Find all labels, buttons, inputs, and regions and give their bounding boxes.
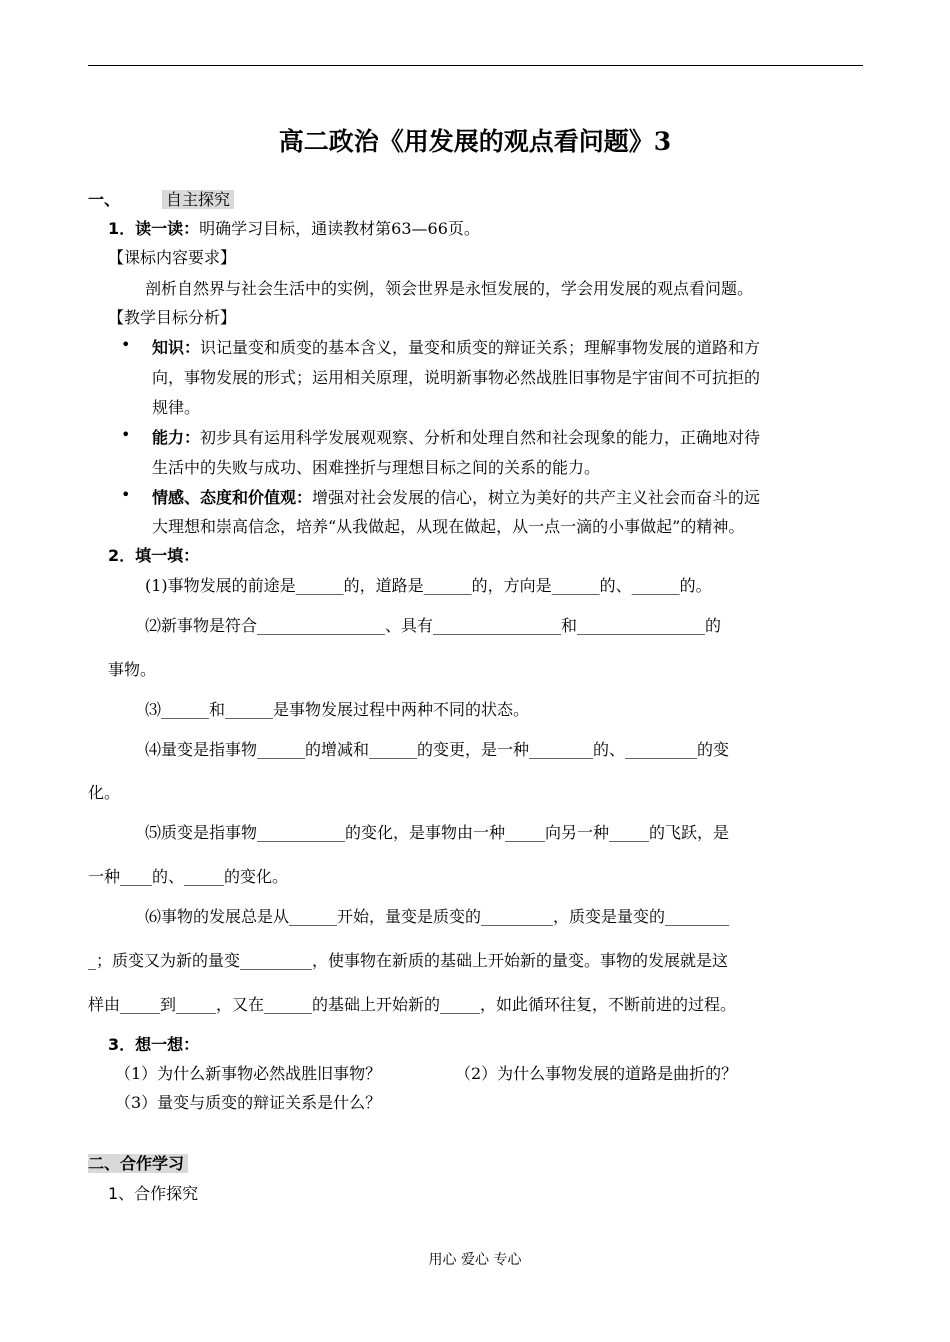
section1-label: 自主探究 [162,190,234,209]
bullet-icon: • [121,425,131,444]
fill-q5-line2: 一种____的、_____的变化。 [88,867,289,886]
fill-q6-line2: _；质变又为新的量变_________，使事物在新质的基础上开始新的量变。事物的发展就是这 [88,951,729,970]
fill-num: 2． [108,546,136,565]
fill-label: 填一填： [135,546,200,565]
bullet-icon: • [121,335,131,354]
goal-knowledge-line1 [152,335,760,358]
fill-heading [108,543,199,566]
goal-attitude-line1 [152,485,760,508]
goal-knowledge-line3: 规律。 [152,398,201,417]
think-heading [108,1032,199,1055]
think-num: 3． [108,1035,136,1054]
fill-q1: (1)事物发展的前途是______的，道路是______的，方向是______的、______的。 [145,576,712,595]
fill-q2-line1: ⑵新事物是符合________________、具有________________和________________的 [145,616,722,635]
read-text: 明确学习目标，通读教材第63—66页。 [199,219,480,238]
read-num: 1． [108,219,136,238]
page-footer: 用心 爱心 专心 [428,1252,522,1268]
fill-q4-line1: ⑷量变是指事物______的增减和______的变更，是一种________的、_________的变 [145,740,730,759]
think-q3: （3）量变与质变的辩证关系是什么？ [115,1093,382,1112]
goal-label: 知识： [152,338,201,357]
header-rule [88,65,863,66]
goal-text: 初步具有运用科学发展观观察、分析和处理自然和社会现象的能力，正确地对待 [200,428,761,447]
goal-ability-line1 [152,425,760,448]
standards-text: 剖析自然界与社会生活中的实例，领会世界是永恒发展的，学会用发展的观点看问题。 [145,279,754,298]
page-title: 高二政治《用发展的观点看问题》3 [278,127,672,156]
think-q2: （2）为什么事物发展的道路是曲折的？ [455,1064,738,1083]
section1-heading [162,187,234,210]
fill-q6-line1: ⑹事物的发展总是从______开始，量变是质变的_________，质变是量变的________ [145,907,730,926]
section2-heading [88,1151,188,1174]
fill-q3: ⑶______和______是事物发展过程中两种不同的状态。 [145,700,530,719]
standards-heading: 【课标内容要求】 [108,248,237,267]
section1-number: 一、 [88,190,121,209]
fill-q2-line2: 事物。 [108,660,157,679]
goal-knowledge-line2: 向，事物发展的形式；运用相关原理，说明新事物必然战胜旧事物是宇宙间不可抗拒的 [152,368,761,387]
section2-sub: 1、合作探究 [108,1184,199,1203]
goal-text: 增强对社会发展的信心，树立为美好的共产主义社会而奋斗的远 [312,488,761,507]
goal-text: 识记量变和质变的基本含义，量变和质变的辩证关系；理解事物发展的道路和方 [200,338,761,357]
section2-label: 二、合作学习 [88,1154,188,1173]
think-q1: （1）为什么新事物必然战胜旧事物？ [115,1064,382,1083]
goal-ability-line2: 生活中的失败与成功、困难挫折与理想目标之间的关系的能力。 [152,458,601,477]
read-item [108,216,480,239]
think-label: 想一想： [135,1035,200,1054]
goal-label: 情感、态度和价值观： [152,488,313,507]
goals-heading: 【教学目标分析】 [108,308,237,327]
bullet-icon: • [121,485,131,504]
fill-q5-line1: ⑸质变是指事物___________的变化，是事物由一种_____向另一种_____的飞跃，是 [145,823,730,842]
goal-label: 能力： [152,428,201,447]
goal-attitude-line2: 大理想和崇高信念，培养“从我做起，从现在做起，从一点一滴的小事做起”的精神。 [152,517,745,536]
read-label: 读一读： [135,219,200,238]
fill-q6-line3: 样由_____到_____，又在______的基础上开始新的_____，如此循环往复，不断前进的过程。 [88,995,737,1014]
fill-q4-line2: 化。 [88,783,121,802]
